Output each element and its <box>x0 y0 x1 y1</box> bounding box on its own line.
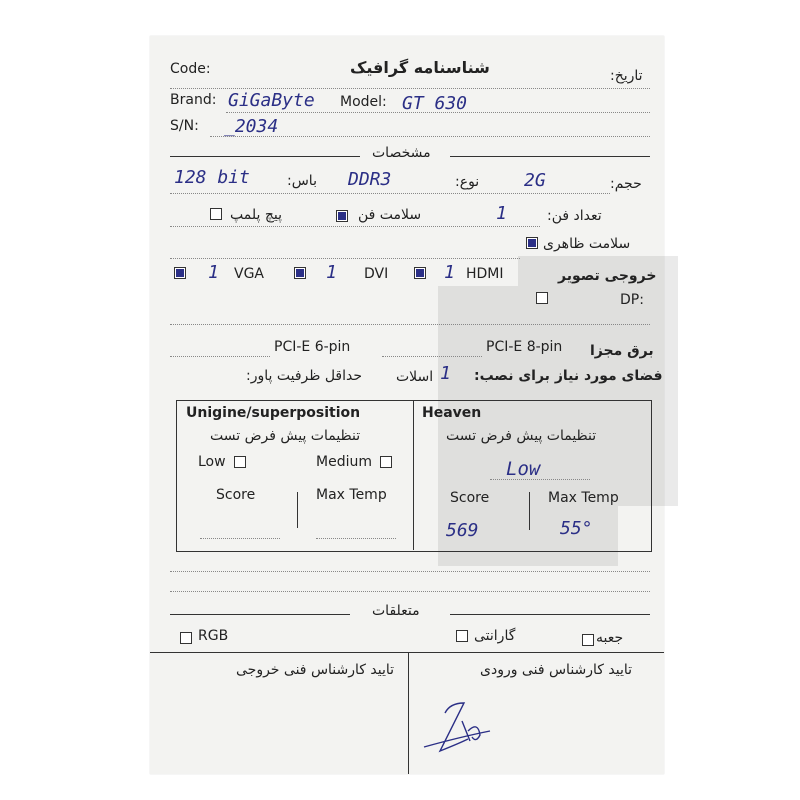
dvi-label: DVI <box>364 266 389 282</box>
exit-approval-label: تایید کارشناس فنی خروجی <box>236 662 395 678</box>
heaven-preset-value[interactable]: Low <box>506 458 541 480</box>
sn-label: S/N: <box>170 118 199 134</box>
unigine-score-dotted <box>200 538 280 539</box>
unigine-maxtemp-dotted <box>316 538 396 539</box>
brand-dotted-line <box>226 112 650 113</box>
fan-dotted-line <box>170 226 540 227</box>
appearance-checkbox[interactable] <box>526 237 538 249</box>
accessories-title: متعلقات <box>372 603 420 619</box>
install-label: فضای مورد نیاز برای نصب: <box>474 368 663 384</box>
size-label: حجم: <box>610 176 642 192</box>
approval-top-rule <box>150 652 664 653</box>
size-value[interactable]: 2G <box>524 170 546 191</box>
sn-value[interactable]: _2034 <box>224 116 279 137</box>
fan-health-label: سلامت فن <box>358 207 422 223</box>
screw-seal-checkbox[interactable] <box>210 208 222 220</box>
heaven-settings-label: تنظیمات پیش فرض تست <box>446 428 597 444</box>
dp-checkbox[interactable] <box>536 292 548 304</box>
bus-value[interactable]: 128 bit <box>174 167 250 188</box>
brand-label: Brand: <box>170 92 217 108</box>
unigine-medium-checkbox[interactable] <box>380 456 392 468</box>
warranty-label: گارانتی <box>474 628 516 644</box>
specs-title: مشخصات <box>372 145 431 161</box>
hdmi-count[interactable]: 1 <box>444 262 455 283</box>
accessories-rule-left <box>170 614 350 615</box>
specs-rule-left <box>170 156 360 157</box>
hdmi-checkbox[interactable] <box>414 267 426 279</box>
box-checkbox[interactable] <box>582 634 594 646</box>
pin6-dotted-line <box>170 356 270 357</box>
unigine-score-divider <box>297 492 298 528</box>
blank-dotted-1 <box>170 571 650 572</box>
slots-value[interactable]: 1 <box>440 363 451 384</box>
dvi-checkbox[interactable] <box>294 267 306 279</box>
unigine-settings-label: تنظیمات پیش فرض تست <box>210 428 361 444</box>
code-label: Code: <box>170 61 211 77</box>
pin8-label: PCI-E 8-pin <box>486 339 563 355</box>
rgb-checkbox[interactable] <box>180 632 192 644</box>
date-label: تاریخ: <box>610 68 643 84</box>
header-dotted-line <box>170 88 650 89</box>
graphics-card-id-form <box>150 36 664 774</box>
box-label: جعبه <box>596 630 624 646</box>
model-label: Model: <box>340 94 387 110</box>
unigine-medium-label: Medium <box>316 454 372 470</box>
entry-approval-label: تایید کارشناس فنی ورودی <box>480 662 633 678</box>
heaven-score-divider <box>529 492 530 530</box>
vga-label: VGA <box>234 266 265 282</box>
unigine-low-label: Low <box>198 454 226 470</box>
heaven-maxtemp-value[interactable]: 55° <box>560 518 593 539</box>
heaven-score-label: Score <box>450 490 490 506</box>
dvi-count[interactable]: 1 <box>326 262 337 283</box>
unigine-maxtemp-label: Max Temp <box>316 487 387 503</box>
type-label: نوع: <box>455 174 480 190</box>
bus-label: باس: <box>287 173 317 189</box>
power-label: برق مجزا <box>590 343 654 359</box>
pin6-label: PCI-E 6-pin <box>274 339 351 355</box>
vga-count[interactable]: 1 <box>208 262 219 283</box>
outputs-dotted-line <box>170 324 650 325</box>
heaven-title: Heaven <box>422 405 482 421</box>
warranty-checkbox[interactable] <box>456 630 468 642</box>
unigine-score-label: Score <box>216 487 256 503</box>
type-value[interactable]: DDR3 <box>348 169 392 190</box>
brand-value[interactable]: GiGaByte <box>228 90 315 111</box>
fan-count-value[interactable]: 1 <box>496 203 507 224</box>
unigine-low-checkbox[interactable] <box>234 456 246 468</box>
appearance-dotted-line <box>170 258 520 259</box>
heaven-score-value[interactable]: 569 <box>446 520 479 541</box>
pin8-dotted-line <box>382 356 482 357</box>
appearance-label: سلامت ظاهری <box>543 236 631 252</box>
signature <box>420 691 510 761</box>
approval-divider <box>408 652 409 774</box>
dp-label: DP: <box>620 292 644 308</box>
vga-checkbox[interactable] <box>174 267 186 279</box>
psu-label: حداقل ظرفیت پاور: <box>246 368 363 384</box>
slots-label: اسلات <box>396 369 434 385</box>
specs-dotted-line <box>170 193 610 194</box>
form-title: شناسنامه گرافیک <box>350 58 490 77</box>
fan-count-label: تعداد فن: <box>547 208 602 224</box>
benchmark-divider <box>413 400 414 550</box>
screw-seal-label: پیچ پلمپ <box>230 207 282 223</box>
fan-health-checkbox[interactable] <box>336 210 348 222</box>
accessories-rule-right <box>450 614 650 615</box>
sn-dotted-line <box>210 136 650 137</box>
unigine-title: Unigine/superposition <box>186 405 361 421</box>
heaven-maxtemp-label: Max Temp <box>548 490 619 506</box>
model-value[interactable]: GT 630 <box>402 93 468 114</box>
blank-dotted-2 <box>170 591 650 592</box>
hdmi-label: HDMI <box>466 266 504 282</box>
specs-rule-right <box>450 156 650 157</box>
heaven-preset-dotted <box>490 479 590 480</box>
outputs-label: خروجی تصویر <box>558 268 657 284</box>
rgb-label: RGB <box>198 628 229 644</box>
